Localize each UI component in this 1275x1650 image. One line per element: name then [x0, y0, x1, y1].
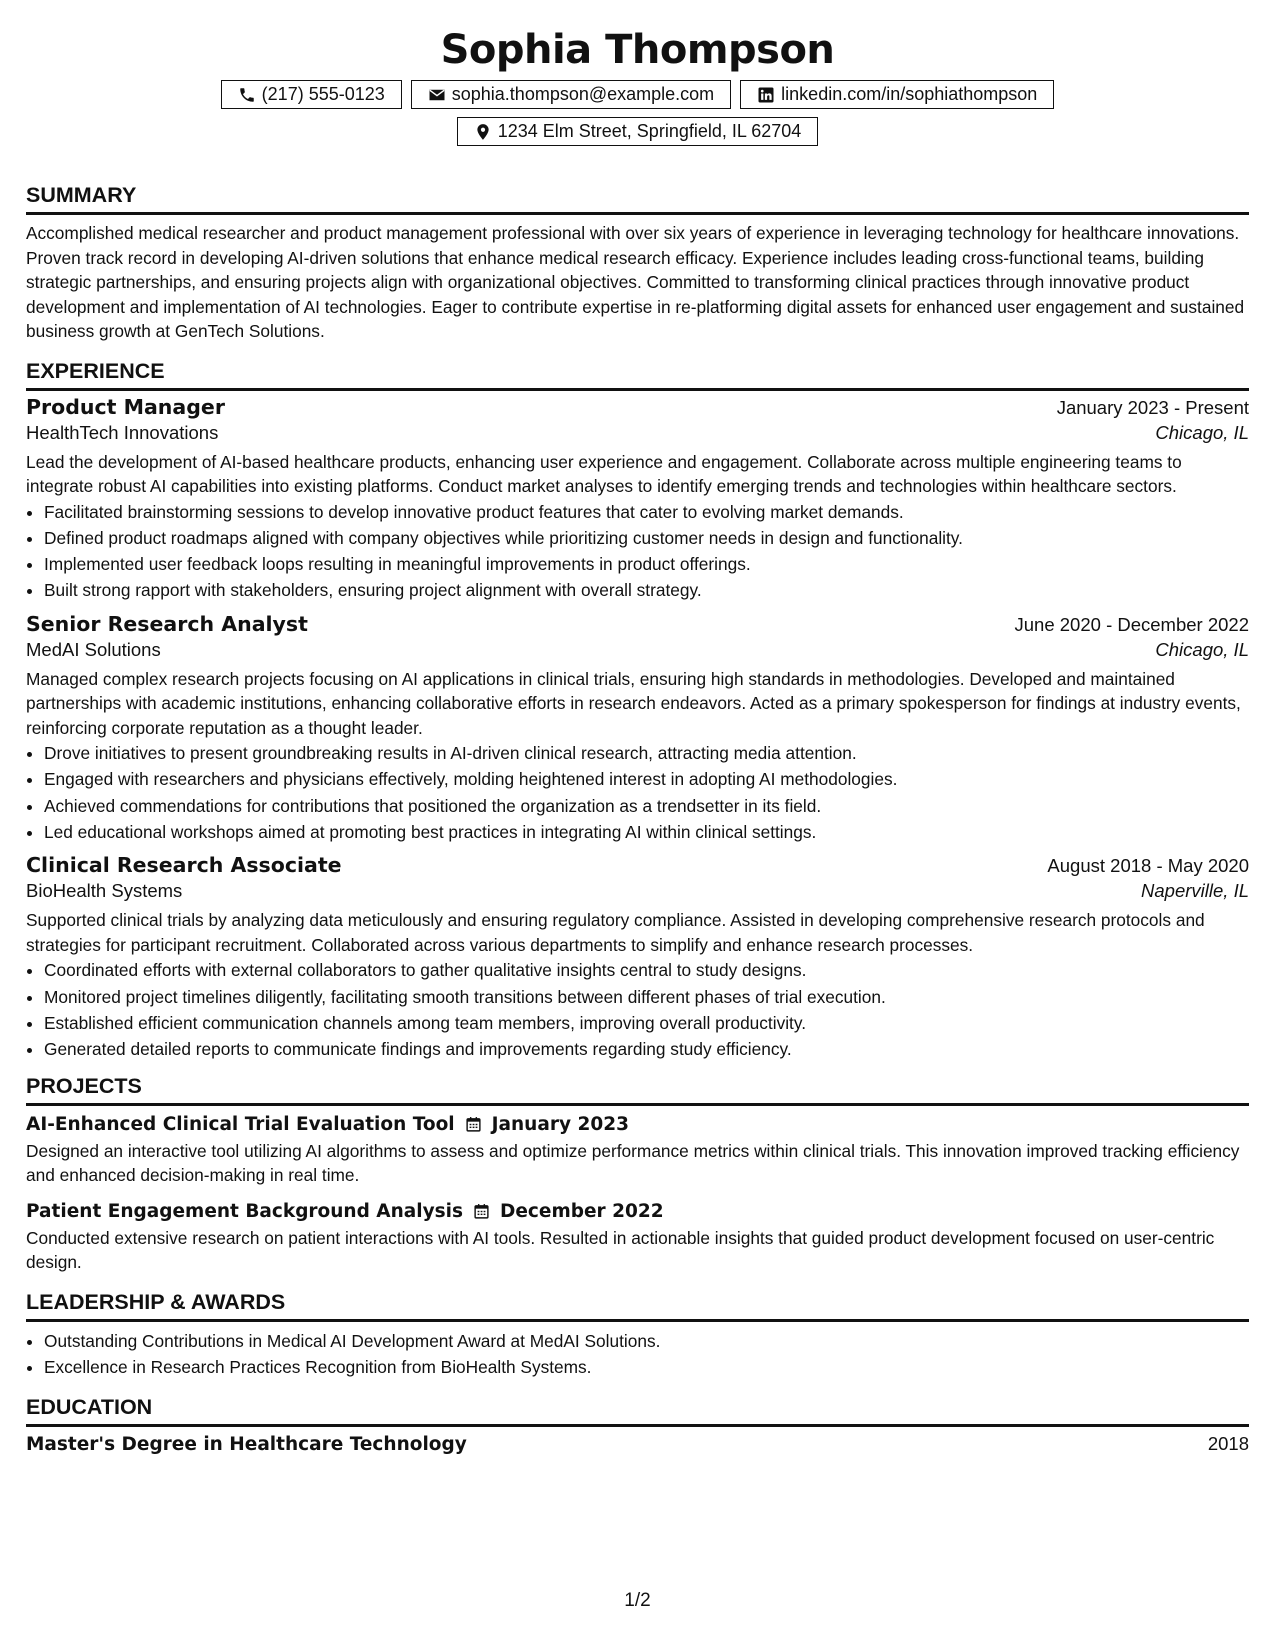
linkedin-box[interactable]: [740, 80, 1054, 109]
phone-text: (217) 555-0123: [261, 84, 385, 104]
list-item: • Achieved commendations for contributions that positioned the organization as a trendsetter in its field.: [44, 793, 1249, 819]
project-description: Conducted extensive research on patient interactions with AI tools. Resulted in actionable insights that guided product development focused on user-centric design.: [26, 1227, 1215, 1273]
list-item: • Implemented user feedback loops resulting in meaningful improvements in product offerings.: [44, 551, 1249, 577]
map-pin-icon: [474, 123, 492, 141]
phone-icon: [238, 86, 256, 104]
job-subheader: [26, 639, 1249, 661]
job-bullets: [26, 499, 1249, 604]
list-item: • Monitored project timelines diligently, facilitating smooth transitions between different phases of trial execution.: [44, 984, 1249, 1010]
job-title: Senior Research Analyst: [26, 611, 308, 636]
phone-box[interactable]: [221, 80, 402, 109]
list-item: • Led educational workshops aimed at promoting best practices in integrating AI within clinical settings.: [44, 819, 1249, 845]
education-section: [26, 1394, 1249, 1455]
job-entry: [26, 853, 1249, 1062]
calendar-icon: [465, 1116, 482, 1133]
job-subheader: [26, 422, 1249, 444]
job-location: Chicago, IL: [1155, 638, 1249, 660]
linkedin-text: linkedin.com/in/sophiathompson: [781, 84, 1038, 104]
page-number: 1/2: [624, 1590, 651, 1611]
list-item: • Engaged with researchers and physicians effectively, molding heightened interest in adopting AI methodologies.: [44, 766, 1249, 792]
list-item: • Defined product roadmaps aligned with company objectives while prioritizing customer needs in design and functionality.: [44, 525, 1249, 551]
job-company: HealthTech Innovations: [26, 421, 219, 443]
job-description: Managed complex research projects focusing on AI applications in clinical trials, ensuring high standards in methodologies. Developed and maintained partnerships with academic institutions, enhancing collaborative efforts in research endeavors. Acted as a primary spokesperson for findings at industry events, reinforcing corporate reputation as a thought leader.: [26, 668, 1241, 738]
candidate-name: Sophia Thompson: [440, 27, 835, 73]
job-description: Lead the development of AI-based healthcare products, enhancing user experience and engagement. Collaborate across multiple engineering teams to integrate robust AI capabilities into existing platforms. Conduct market analyses to identify emerging trends and technologies within healthcare sectors.: [26, 451, 1182, 496]
project-entry: [26, 1201, 1249, 1275]
project-name: Patient Engagement Background Analysis: [26, 1200, 464, 1222]
contact-row: [26, 80, 1249, 109]
degree-year: 2018: [1207, 1433, 1249, 1455]
resume-page: [26, 0, 1249, 1455]
envelope-icon: [428, 86, 446, 104]
job-bullets: [26, 740, 1249, 845]
project-header: [26, 1201, 1249, 1222]
job-company: MedAI Solutions: [26, 638, 161, 660]
project-entry: [26, 1114, 1249, 1188]
job-location: Naperville, IL: [1141, 880, 1249, 902]
job-dates: August 2018 - May 2020: [1047, 855, 1249, 877]
job-entry: [26, 612, 1249, 846]
job-header: [26, 853, 1249, 877]
job-title: Product Manager: [26, 394, 225, 419]
email-text: sophia.thompson@example.com: [451, 84, 715, 104]
calendar-icon: [473, 1203, 490, 1220]
linkedin-icon: [757, 86, 775, 104]
job-description: Supported clinical trials by analyzing data meticulously and ensuring regulatory compliance. Assisted in developing comprehensive research protocols and strategies for participant recruitment. Collaborated across various departments to simplify and enhance research processes.: [26, 910, 1205, 955]
experience-section: [26, 358, 1249, 1063]
leadership-section: [26, 1289, 1249, 1381]
summary-text: Accomplished medical researcher and product management professional with over six years of experience in leveraging technology for healthcare innovations. Proven track record in developing AI-driven solutions that enhance medical research efficacy. Experience includes leading cross-functional teams, building strategic partnerships, and ensuring projects align with organizational objectives. Committed to transforming clinical practices through innovative product development and implementation of AI technologies. Eager to contribute expertise in re-platforming digital assets for enhanced user engagement and sustained business growth at GenTech Solutions.: [26, 223, 1245, 341]
list-item: • Excellence in Research Practices Recognition from BioHealth Systems.: [44, 1354, 1249, 1380]
section-title-education: EDUCATION: [26, 1394, 1249, 1427]
summary-section: [26, 182, 1249, 344]
job-subheader: [26, 880, 1249, 902]
job-location: Chicago, IL: [1155, 421, 1249, 443]
address-text: 1234 Elm Street, Springfield, IL 62704: [497, 121, 802, 141]
list-item: • Established efficient communication channels among team members, improving overall productivity.: [44, 1010, 1249, 1036]
list-item: • Drove initiatives to present groundbreaking results in AI-driven clinical research, attracting media attention.: [44, 740, 1249, 766]
job-header: [26, 395, 1249, 419]
job-dates: June 2020 - December 2022: [1014, 613, 1249, 635]
projects-section: [26, 1073, 1249, 1275]
job-title: Clinical Research Associate: [26, 853, 342, 878]
list-item: • Generated detailed reports to communicate findings and improvements regarding study efficiency.: [44, 1036, 1249, 1062]
list-item: • Built strong rapport with stakeholders, ensuring project alignment with overall strategy.: [44, 577, 1249, 603]
section-title-summary: SUMMARY: [26, 182, 1249, 215]
project-name: AI-Enhanced Clinical Trial Evaluation Tool: [26, 1113, 455, 1135]
contact-row-address: [26, 117, 1249, 146]
job-company: BioHealth Systems: [26, 880, 183, 902]
section-title-projects: PROJECTS: [26, 1073, 1249, 1106]
project-header: [26, 1114, 1249, 1135]
leadership-bullets: [26, 1328, 1249, 1381]
section-title-experience: EXPERIENCE: [26, 358, 1249, 391]
project-description: Designed an interactive tool utilizing AI algorithms to assess and optimize performance metrics within clinical trials. This innovation improved tracking efficiency and enhanced decision-making in real time.: [26, 1140, 1240, 1186]
list-item: • Coordinated efforts with external collaborators to gather qualitative insights central to study designs.: [44, 957, 1249, 983]
list-item: • Outstanding Contributions in Medical AI Development Award at MedAI Solutions.: [44, 1328, 1249, 1354]
job-entry: [26, 395, 1249, 604]
job-dates: January 2023 - Present: [1056, 396, 1249, 418]
degree-name: Master's Degree in Healthcare Technology: [26, 1434, 467, 1456]
section-title-leadership: LEADERSHIP & AWARDS: [26, 1289, 1249, 1322]
education-entry: [26, 1433, 1249, 1455]
project-date: January 2023: [491, 1113, 629, 1135]
email-box[interactable]: [411, 80, 731, 109]
project-date: December 2022: [500, 1200, 664, 1222]
address-box[interactable]: [457, 117, 819, 146]
job-bullets: [26, 957, 1249, 1062]
job-header: [26, 612, 1249, 636]
list-item: • Facilitated brainstorming sessions to develop innovative product features that cater to evolving market demands.: [44, 499, 1249, 525]
